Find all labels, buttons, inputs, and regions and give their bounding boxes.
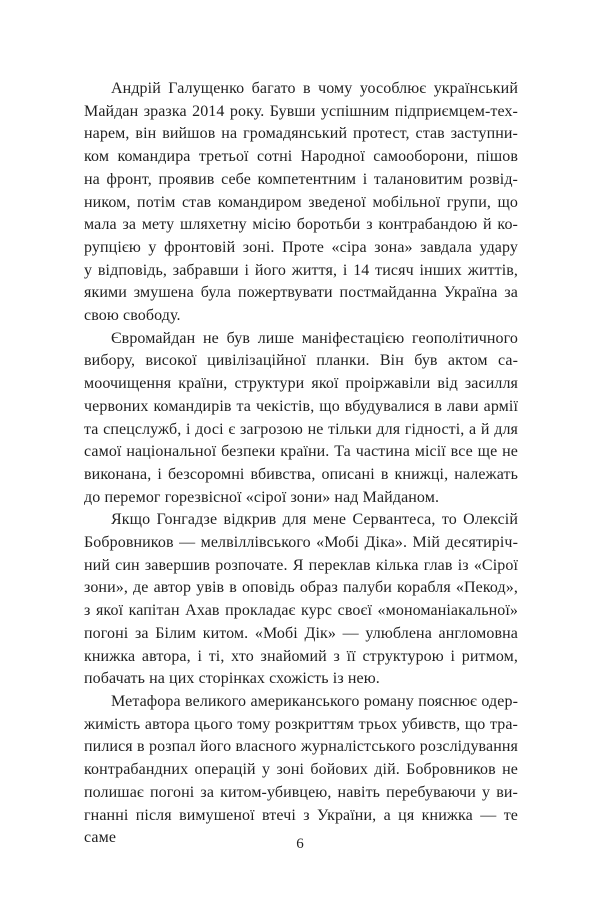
text-line: ком командира третьої сотні Народної самооборони, пішов — [84, 148, 518, 166]
text-line: з якої капітан Ахав прокладає курс своєї «мономаніакальної» — [84, 602, 518, 620]
paragraph — [84, 328, 518, 510]
text-line: полишає погоні за китом-убивцею, навіть перебуваючи у ви- — [84, 783, 518, 801]
text-line: Бобровников — мелвіллівського «Мобі Діка». Мій десятиріч- — [84, 534, 518, 552]
paragraph — [84, 509, 518, 691]
text-line: виконана, і безсоромні вбивства, описані в книжці, належать — [84, 465, 518, 483]
text-line: Євромайдан не був лише маніфестацією геополітичного — [111, 329, 518, 347]
text-line: вибору, високої цивілізаційної планки. Він був актом са- — [84, 352, 518, 370]
text-line: ний син завершив розпочате. Я переклав кілька глав із «Сірої — [84, 556, 518, 574]
text-line: зони», де автор увів в оповідь образ палуби корабля «Пекод», — [84, 579, 518, 597]
text-line: Андрій Галущенко багато в чому уособлює український — [111, 80, 518, 97]
text-line: ником, потім став командиром зведеної мобільної групи, що — [84, 193, 518, 211]
text-line: у відповідь, забравши і його життя, і 14 тисяч інших життів, — [84, 261, 518, 279]
text-line: гнанні після вимушеної втечі з України, а ця книжка — те саме — [84, 806, 518, 847]
paragraph — [84, 691, 518, 850]
text-line: якими змушена була пожертвувати постмайданна Україна за — [84, 284, 518, 302]
page-number: 6 — [296, 836, 304, 852]
text-line: контрабандних операцій у зоні бойових дій. Бобровников не — [84, 761, 518, 779]
text-line: мала за мету шляхетну місію боротьби з контрабандою й ко- — [84, 216, 518, 234]
text-line: на фронт, проявив себе компетентним і талановитим розвід- — [84, 170, 518, 188]
text-line: побачать на цих сторінках схожість із нею. — [84, 670, 380, 688]
text-line: та спецслужб, і досі є загрозою не тільки для гідності, а й для — [84, 420, 518, 438]
text-line: жимість автора цього тому розкриттям трьох убивств, що тра- — [84, 715, 518, 733]
text-line: нарем, він вийшов на громадянський протест, став заступни- — [84, 125, 518, 143]
text-line: Метафора великого американського роману пояснює одер- — [111, 692, 518, 710]
text-line: свою свободу. — [84, 307, 181, 325]
text-line: Майдан зразка 2014 року. Бувши успішним підприємцем-тех- — [84, 102, 518, 120]
text-line: червоних командирів та чекістів, що вбудувалися в лави армії — [84, 397, 518, 415]
text-line: пилися в розпал його власного журналістського розслідування — [84, 738, 518, 756]
text-line: погоні за Білим китом. «Мобі Дік» — улюблена англомовна — [84, 624, 518, 642]
text-line: до перемог горезвісної «сірої зони» над Майданом. — [84, 488, 440, 506]
paragraph — [84, 78, 518, 328]
text-line: самої національної безпеки країни. Та частина місії все ще не — [84, 443, 518, 461]
text-line: книжка автора, і ті, хто знайомий з її структурою і ритмом, — [84, 647, 518, 665]
text-line: моочищення країни, структури якої проіржавіли від засилля — [84, 375, 518, 393]
text-line: Якщо Гонгадзе відкрив для мене Сервантеса, то Олексій — [111, 511, 518, 529]
text-line: рупцією у фронтовій зоні. Проте «сіра зона» завдала удару — [84, 238, 518, 256]
page-text — [84, 78, 518, 850]
